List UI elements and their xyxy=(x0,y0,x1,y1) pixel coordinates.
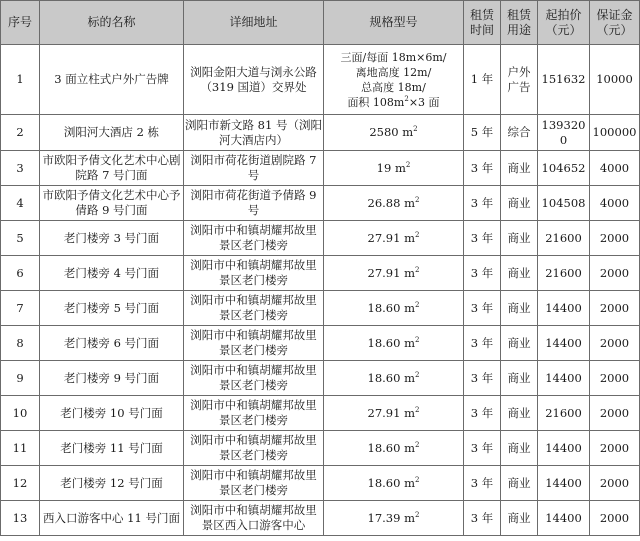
table-row xyxy=(1,151,640,186)
cell-area: 27.91 m xyxy=(367,265,415,280)
spec-line: 总高度 18m/ xyxy=(361,80,426,94)
cell-spec xyxy=(324,221,464,256)
cell-index: 7 xyxy=(1,291,40,326)
cell-deposit: 2000 xyxy=(590,431,640,466)
cell-start-price: 151632 xyxy=(538,45,590,115)
cell-use: 商业 xyxy=(501,326,538,361)
cell-address: 浏阳市新文路 81 号（浏阳河大酒店内） xyxy=(184,115,324,151)
area-unit-superscript: 2 xyxy=(415,195,420,204)
spec-line: 离地高度 12m/ xyxy=(355,65,432,79)
area-unit-superscript: 2 xyxy=(415,300,420,309)
header-row xyxy=(1,1,640,45)
cell-term: 3 年 xyxy=(464,501,501,536)
header-term: 租赁时间 xyxy=(464,1,501,45)
cell-name: 老门楼旁 11 号门面 xyxy=(40,431,184,466)
cell-name: 市欧阳予倩文化艺术中心予倩路 9 号门面 xyxy=(40,186,184,221)
cell-name: 3 面立柱式户外广告牌 xyxy=(40,45,184,115)
cell-term: 3 年 xyxy=(464,396,501,431)
cell-area: 18.60 m xyxy=(367,300,415,315)
cell-deposit: 4000 xyxy=(590,186,640,221)
cell-term: 3 年 xyxy=(464,291,501,326)
area-unit-superscript: 2 xyxy=(415,370,420,379)
cell-address: 浏阳市荷花街道予倩路 9 号 xyxy=(184,186,324,221)
table-row xyxy=(1,361,640,396)
cell-start-price: 14400 xyxy=(538,501,590,536)
header-index: 序号 xyxy=(1,1,40,45)
area-unit-superscript: 2 xyxy=(404,94,409,103)
cell-use: 商业 xyxy=(501,291,538,326)
cell-term: 3 年 xyxy=(464,361,501,396)
cell-start-price: 21600 xyxy=(538,221,590,256)
cell-term: 3 年 xyxy=(464,431,501,466)
cell-address: 浏阳市中和镇胡耀邦故里景区老门楼旁 xyxy=(184,291,324,326)
cell-area: 18.60 m xyxy=(367,335,415,350)
cell-spec xyxy=(324,256,464,291)
table-row xyxy=(1,256,640,291)
cell-use: 商业 xyxy=(501,221,538,256)
cell-index: 5 xyxy=(1,221,40,256)
cell-address: 浏阳市中和镇胡耀邦故里景区老门楼旁 xyxy=(184,431,324,466)
area-unit-superscript: 2 xyxy=(415,265,420,274)
cell-spec xyxy=(324,151,464,186)
cell-deposit: 100000 xyxy=(590,115,640,151)
cell-address: 浏阳市荷花街道剧院路 7 号 xyxy=(184,151,324,186)
header-deposit: 保证金（元） xyxy=(590,1,640,45)
header-start-price: 起拍价（元） xyxy=(538,1,590,45)
header-address: 详细地址 xyxy=(184,1,324,45)
cell-area: 19 m xyxy=(376,160,406,175)
cell-address: 浏阳市中和镇胡耀邦故里景区老门楼旁 xyxy=(184,396,324,431)
area-unit-superscript: 2 xyxy=(415,335,420,344)
spec-line: 面积 108m xyxy=(347,95,405,109)
cell-name: 老门楼旁 9 号门面 xyxy=(40,361,184,396)
cell-address: 浏阳市中和镇胡耀邦故里景区老门楼旁 xyxy=(184,221,324,256)
cell-name: 老门楼旁 3 号门面 xyxy=(40,221,184,256)
table-row xyxy=(1,45,640,115)
cell-index: 4 xyxy=(1,186,40,221)
cell-term: 3 年 xyxy=(464,151,501,186)
cell-deposit: 2000 xyxy=(590,256,640,291)
cell-name: 市欧阳予倩文化艺术中心剧院路 7 号门面 xyxy=(40,151,184,186)
cell-use: 商业 xyxy=(501,256,538,291)
cell-index: 9 xyxy=(1,361,40,396)
area-unit-superscript: 2 xyxy=(415,475,420,484)
spec-line: ×3 面 xyxy=(408,95,440,109)
cell-spec xyxy=(324,115,464,151)
cell-index: 6 xyxy=(1,256,40,291)
cell-spec xyxy=(324,291,464,326)
cell-spec xyxy=(324,361,464,396)
cell-term: 5 年 xyxy=(464,115,501,151)
cell-use: 商业 xyxy=(501,151,538,186)
cell-start-price: 21600 xyxy=(538,256,590,291)
cell-area: 2580 m xyxy=(369,125,414,139)
cell-address: 浏阳市中和镇胡耀邦故里景区老门楼旁 xyxy=(184,361,324,396)
cell-deposit: 10000 xyxy=(590,45,640,115)
cell-start-price: 14400 xyxy=(538,361,590,396)
cell-area: 18.60 m xyxy=(367,370,415,385)
cell-term: 3 年 xyxy=(464,221,501,256)
cell-deposit: 2000 xyxy=(590,501,640,536)
cell-area: 27.91 m xyxy=(367,405,415,420)
cell-term: 3 年 xyxy=(464,186,501,221)
header-name: 标的名称 xyxy=(40,1,184,45)
cell-term: 3 年 xyxy=(464,256,501,291)
area-unit-superscript: 2 xyxy=(415,230,420,239)
area-unit-superscript: 2 xyxy=(405,160,411,169)
cell-deposit: 2000 xyxy=(590,326,640,361)
cell-index: 8 xyxy=(1,326,40,361)
cell-use: 商业 xyxy=(501,501,538,536)
header-use: 租赁用途 xyxy=(501,1,538,45)
cell-index: 10 xyxy=(1,396,40,431)
cell-use: 商业 xyxy=(501,361,538,396)
cell-deposit: 2000 xyxy=(590,466,640,501)
cell-name: 老门楼旁 12 号门面 xyxy=(40,466,184,501)
cell-start-price: 14400 xyxy=(538,291,590,326)
cell-start-price: 104652 xyxy=(538,151,590,186)
cell-use: 商业 xyxy=(501,466,538,501)
cell-use: 商业 xyxy=(501,186,538,221)
cell-address: 浏阳市中和镇胡耀邦故里景区老门楼旁 xyxy=(184,256,324,291)
cell-start-price: 14400 xyxy=(538,326,590,361)
table-row xyxy=(1,291,640,326)
cell-start-price: 21600 xyxy=(538,396,590,431)
cell-start-price: 1393200 xyxy=(538,115,590,151)
cell-index: 13 xyxy=(1,501,40,536)
spec-line: 三面/每面 18m×6m/ xyxy=(340,50,447,64)
cell-deposit: 2000 xyxy=(590,291,640,326)
cell-area: 18.60 m xyxy=(367,440,415,455)
table-row xyxy=(1,115,640,151)
cell-spec xyxy=(324,326,464,361)
cell-name: 老门楼旁 5 号门面 xyxy=(40,291,184,326)
cell-index: 12 xyxy=(1,466,40,501)
cell-index: 1 xyxy=(1,45,40,115)
cell-term: 3 年 xyxy=(464,326,501,361)
cell-area: 26.88 m xyxy=(367,195,415,210)
table-row xyxy=(1,186,640,221)
cell-area: 17.39 m xyxy=(367,510,415,525)
cell-term: 1 年 xyxy=(464,45,501,115)
cell-spec xyxy=(324,466,464,501)
area-unit-superscript: 2 xyxy=(413,125,418,133)
header-spec: 规格型号 xyxy=(324,1,464,45)
cell-name: 老门楼旁 10 号门面 xyxy=(40,396,184,431)
area-unit-superscript: 2 xyxy=(415,405,420,414)
cell-address: 浏阳市中和镇胡耀邦故里景区西入口游客中心 xyxy=(184,501,324,536)
cell-area: 27.91 m xyxy=(367,230,415,245)
cell-term: 3 年 xyxy=(464,466,501,501)
cell-use: 商业 xyxy=(501,431,538,466)
cell-name: 西入口游客中心 11 号门面 xyxy=(40,501,184,536)
cell-name: 老门楼旁 6 号门面 xyxy=(40,326,184,361)
cell-area: 18.60 m xyxy=(367,475,415,490)
cell-start-price: 14400 xyxy=(538,466,590,501)
table-row xyxy=(1,431,640,466)
table-row xyxy=(1,501,640,536)
cell-spec xyxy=(324,186,464,221)
area-unit-superscript: 2 xyxy=(415,510,420,519)
cell-start-price: 14400 xyxy=(538,431,590,466)
cell-address: 浏阳金阳大道与浏永公路（319 国道）交界处 xyxy=(184,45,324,115)
area-unit-superscript: 2 xyxy=(415,440,420,449)
table-row xyxy=(1,466,640,501)
cell-address: 浏阳市中和镇胡耀邦故里景区老门楼旁 xyxy=(184,466,324,501)
cell-deposit: 2000 xyxy=(590,361,640,396)
table-row xyxy=(1,396,640,431)
cell-deposit: 2000 xyxy=(590,221,640,256)
cell-start-price: 104508 xyxy=(538,186,590,221)
cell-spec xyxy=(324,501,464,536)
cell-index: 3 xyxy=(1,151,40,186)
cell-deposit: 2000 xyxy=(590,396,640,431)
cell-use: 商业 xyxy=(501,396,538,431)
table-row xyxy=(1,326,640,361)
cell-name: 浏阳河大酒店 2 栋 xyxy=(40,115,184,151)
cell-name: 老门楼旁 4 号门面 xyxy=(40,256,184,291)
cell-deposit: 4000 xyxy=(590,151,640,186)
table-row xyxy=(1,221,640,256)
cell-spec xyxy=(324,431,464,466)
cell-index: 11 xyxy=(1,431,40,466)
cell-spec xyxy=(324,396,464,431)
cell-spec xyxy=(324,45,464,115)
cell-index: 2 xyxy=(1,115,40,151)
cell-use: 综合 xyxy=(501,115,538,151)
cell-use: 户外广告 xyxy=(501,45,538,115)
cell-address: 浏阳市中和镇胡耀邦故里景区老门楼旁 xyxy=(184,326,324,361)
